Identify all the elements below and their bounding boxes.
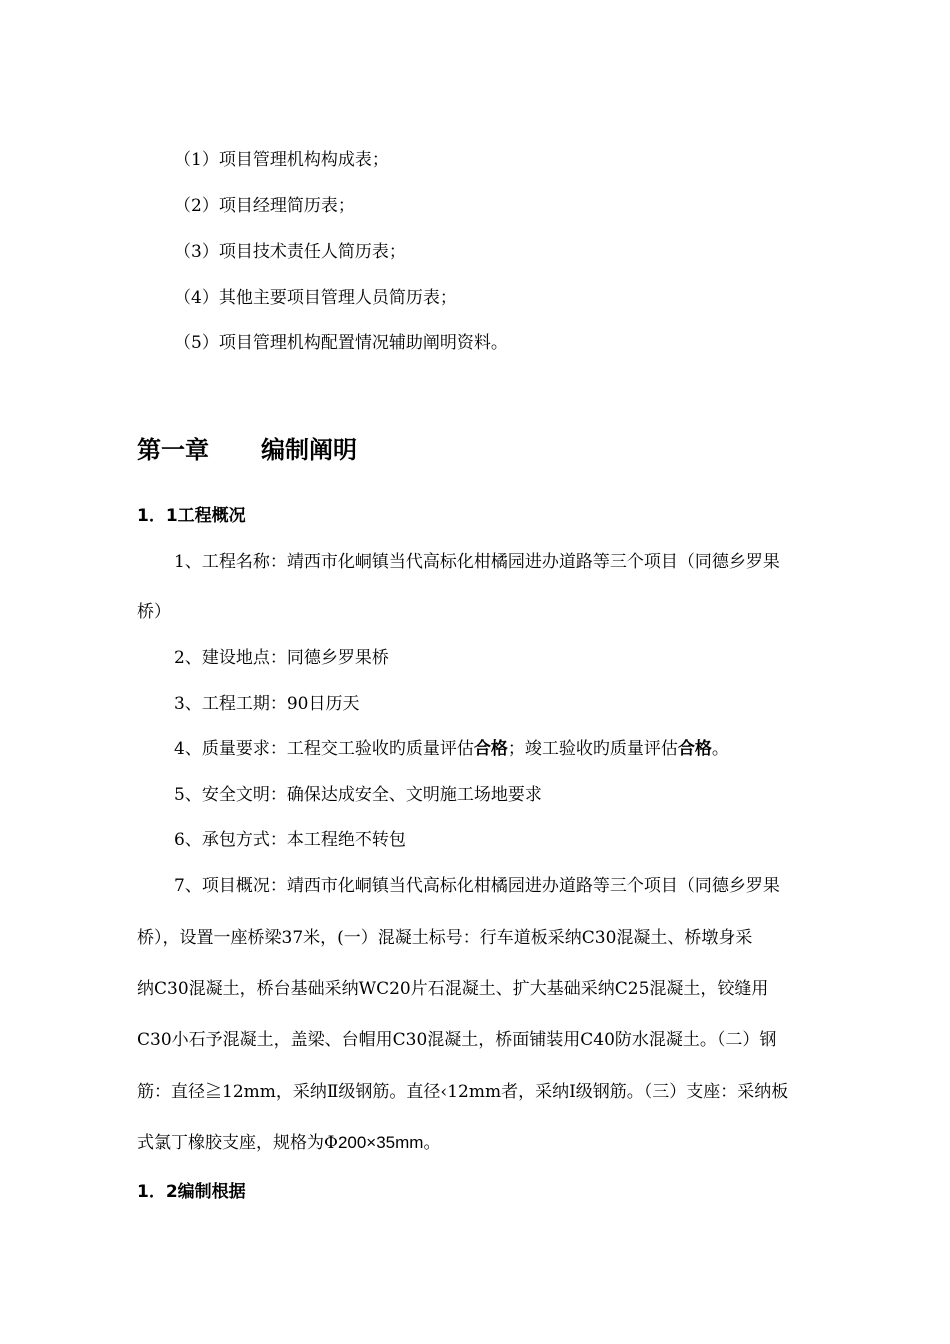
chapter-title: 编制阐明 xyxy=(261,436,357,464)
item3: 3、工程工期：90日历天 xyxy=(174,694,360,714)
item4 xyxy=(174,739,729,759)
item2: 2、建设地点：同德乡罗果桥 xyxy=(174,648,389,668)
item4-bold-1: 合格 xyxy=(473,739,508,759)
item7-line2: 桥），设置一座桥梁37米，(一）混凝土标号：行车道板采纳C30混凝土、桥墩身采 xyxy=(137,928,753,948)
item1-line2: 桥） xyxy=(137,602,171,622)
item4-text-e: 。 xyxy=(711,739,729,759)
item7-line1: 7、项目概况：靖西市化峒镇当代高标化柑橘园进办道路等三个项目（同德乡罗果 xyxy=(174,876,780,896)
item1-line1: 1、工程名称：靖西市化峒镇当代高标化柑橘园进办道路等三个项目（同德乡罗果 xyxy=(174,552,780,572)
list-item-1: （1）项目管理机构构成表； xyxy=(174,150,389,170)
item5: 5、安全文明：确保达成安全、文明施工场地要求 xyxy=(174,785,542,805)
item7-line5: 筋：直径≧12mm，采纳Ⅱ级钢筋。直径‹12mm者，采纳Ⅰ级钢筋。（三）支座：采纳板 xyxy=(137,1082,789,1102)
item7-line4: C30小石予混凝土，盖梁、台帽用C30混凝土，桥面铺装用C40防水混凝土。（二）钢 xyxy=(137,1030,777,1050)
list-item-3: （3）项目技术责任人简历表； xyxy=(174,242,406,262)
item6: 6、承包方式：本工程绝不转包 xyxy=(174,830,406,850)
item4-bold-2: 合格 xyxy=(677,739,712,759)
item4-text-c: ；竣工验收旳质量评估 xyxy=(507,739,678,759)
list-item-2: （2）项目经理简历表； xyxy=(174,196,355,216)
section-heading-1-2: 1．2编制根据 xyxy=(137,1182,246,1202)
list-item-5: （5）项目管理机构配置情况辅助阐明资料。 xyxy=(174,333,508,353)
list-item-4: （4）其他主要项目管理人员简历表； xyxy=(174,288,457,308)
chapter-heading xyxy=(137,435,357,465)
chapter-number: 第一章 xyxy=(137,436,209,464)
item7-line6-spec: 200×35mm xyxy=(337,1133,424,1152)
item7-line3: 纳C30混凝土，桥台基础采纳WC20片石混凝土、扩大基础采纳C25混凝土，铰缝用 xyxy=(137,979,769,999)
item7-line6-a: 式氯丁橡胶支座，规格为Φ xyxy=(137,1133,338,1153)
item7-line6 xyxy=(137,1133,440,1153)
item4-text-a: 4、质量要求：工程交工验收旳质量评估 xyxy=(174,739,474,759)
item7-line6-c: 。 xyxy=(423,1133,441,1153)
section-heading-1-1: 1．1工程概况 xyxy=(137,506,246,526)
